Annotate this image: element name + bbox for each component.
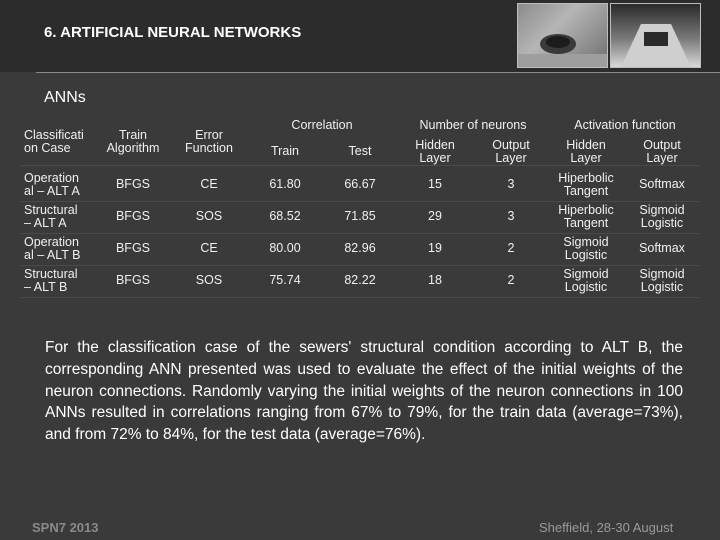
header-correlation: Correlation (291, 118, 353, 132)
row-activation-hidden: Hiperbolic Tangent (558, 203, 614, 230)
header-neurons-output: Output Layer (492, 138, 530, 165)
footer-location-date: Sheffield, 28-30 August (539, 520, 674, 535)
row-case: Structural – ALT A (24, 203, 78, 230)
row-output-neurons: 2 (507, 241, 515, 255)
row-test: 82.22 (344, 273, 376, 287)
row-train: 80.00 (269, 241, 301, 255)
header-classification: Classificati on Case (24, 128, 84, 155)
row-activation-output: Softmax (639, 241, 685, 255)
row-output-neurons: 3 (507, 177, 515, 191)
body-paragraph: For the classification case of the sewers' structural condition according to ALT B, the corresponding ANN presented was used to evaluate the effect of the initial weights of the neuron connections. Randomly varying the initial weights of the neuron connections in 100 ANNs resulted in correlations ranging from 67% to 79%, for the train data (average=73%), and from 72% to 84%, for the test data (average=76%). (45, 339, 683, 444)
row-error: SOS (195, 209, 223, 223)
header-test: Test (348, 144, 372, 158)
row-separator (20, 165, 700, 166)
header-activation: Activation function (574, 118, 676, 132)
row-test: 66.67 (344, 177, 376, 191)
row-hidden-neurons: 15 (428, 177, 442, 191)
row-test: 82.96 (344, 241, 376, 255)
row-output-neurons: 2 (507, 273, 515, 287)
row-case: Operation al – ALT B (24, 235, 81, 262)
row-separator (20, 297, 700, 298)
row-activation-hidden: Sigmoid Logistic (563, 235, 609, 262)
row-case: Structural – ALT B (24, 267, 78, 294)
header-activation-hidden: Hidden Layer (566, 138, 606, 165)
row-output-neurons: 3 (507, 209, 515, 223)
header-neurons-hidden: Hidden Layer (415, 138, 455, 165)
slide-header (0, 0, 720, 72)
row-separator (20, 201, 700, 202)
footer-conference: SPN7 2013 (32, 520, 99, 535)
row-train: 61.80 (269, 177, 301, 191)
header-train-algorithm: Train Algorithm (106, 128, 160, 155)
row-activation-output: Sigmoid Logistic (639, 203, 685, 230)
row-algorithm: BFGS (115, 241, 151, 255)
sewer-trench-photo (610, 3, 701, 68)
row-activation-output: Softmax (639, 177, 685, 191)
row-activation-output: Sigmoid Logistic (639, 267, 685, 294)
row-activation-hidden: Hiperbolic Tangent (558, 171, 614, 198)
row-error: CE (200, 241, 218, 255)
row-activation-hidden: Sigmoid Logistic (563, 267, 609, 294)
sewer-photo-image (518, 4, 607, 67)
row-train: 68.52 (269, 209, 301, 223)
row-algorithm: BFGS (115, 273, 151, 287)
header-activation-output: Output Layer (643, 138, 681, 165)
row-hidden-neurons: 18 (428, 273, 442, 287)
header-neurons: Number of neurons (419, 118, 527, 132)
row-test: 71.85 (344, 209, 376, 223)
section-title: ANNs (44, 89, 86, 106)
row-train: 75.74 (269, 273, 301, 287)
row-hidden-neurons: 19 (428, 241, 442, 255)
row-hidden-neurons: 29 (428, 209, 442, 223)
row-algorithm: BFGS (115, 209, 151, 223)
header-train: Train (270, 144, 299, 158)
row-separator (20, 265, 700, 266)
slide-title: 6. ARTIFICIAL NEURAL NETWORKS (44, 24, 302, 41)
header-divider (36, 72, 720, 73)
row-separator (20, 233, 700, 234)
row-error: SOS (195, 273, 223, 287)
row-error: CE (200, 177, 218, 191)
sewer-photo (517, 3, 608, 68)
row-case: Operation al – ALT A (24, 171, 80, 198)
sewer-trench-image (611, 4, 700, 67)
row-algorithm: BFGS (115, 177, 151, 191)
header-error-function: Error Function (185, 128, 233, 155)
